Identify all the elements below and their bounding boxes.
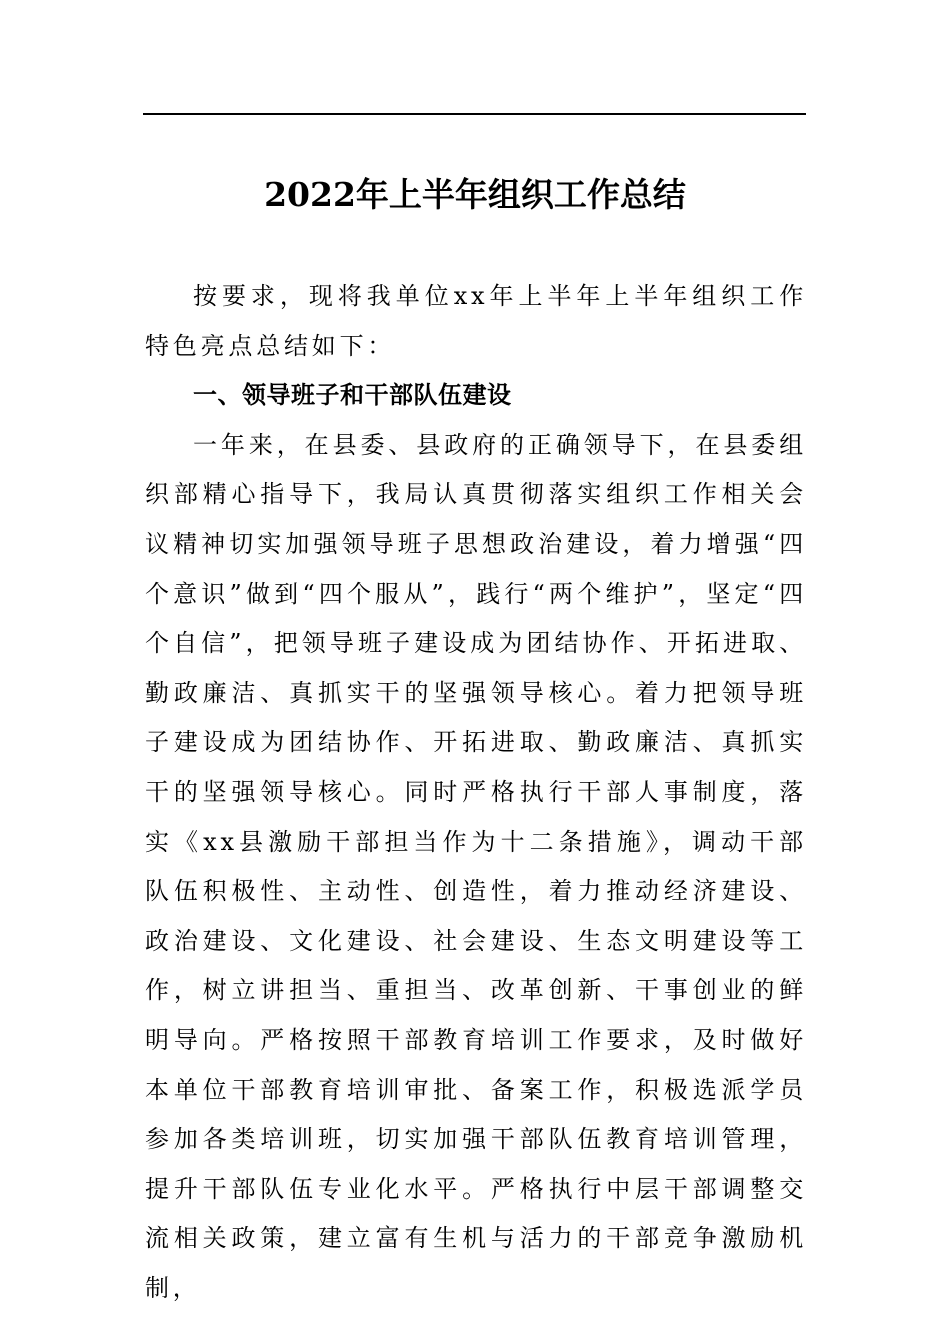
intro-paragraph: 按要求，现将我单位xx年上半年上半年组织工作特色亮点总结如下： — [145, 282, 807, 360]
body-paragraph: 一年来，在县委、县政府的正确领导下，在县委组织部精心指导下，我局认真贯彻落实组织工作相关会议精神切实加强领导班子思想政治建设，着力增强“四个意识”做到“四个服从”，践行“两个维护”，坚定“四个自信”，把领导班子建设成为团结协作、开拓进取、勤政廉洁、真抓实干的坚强领导核心。着力把领导班子建设成为团结协作、开拓进取、勤政廉洁、真抓实干的坚强领导核心。同时严格执行干部人事制度，落实《xx县激励干部担当作为十二条措施》，调动干部队伍积极性、主动性、创造性，着力推动经济建设、政治建设、文化建设、社会建设、生态文明建设等工作，树立讲担当、重担当、改革创新、干事创业的鲜明导向。严格按照干部教育培训工作要求，及时做好本单位干部教育培训审批、备案工作，积极选派学员参加各类培训班，切实加强干部队伍教育培训管理，提升干部队伍专业化水平。严格执行中层干部调整交流相关政策，建立富有生机与活力的干部竞争激励机制， — [145, 430, 807, 1302]
header-rule — [143, 113, 806, 115]
document-title: 2022年上半年组织工作总结 — [264, 175, 686, 214]
section-heading: 一、领导班子和干部队伍建设 — [193, 381, 512, 410]
document-body — [145, 272, 807, 1313]
